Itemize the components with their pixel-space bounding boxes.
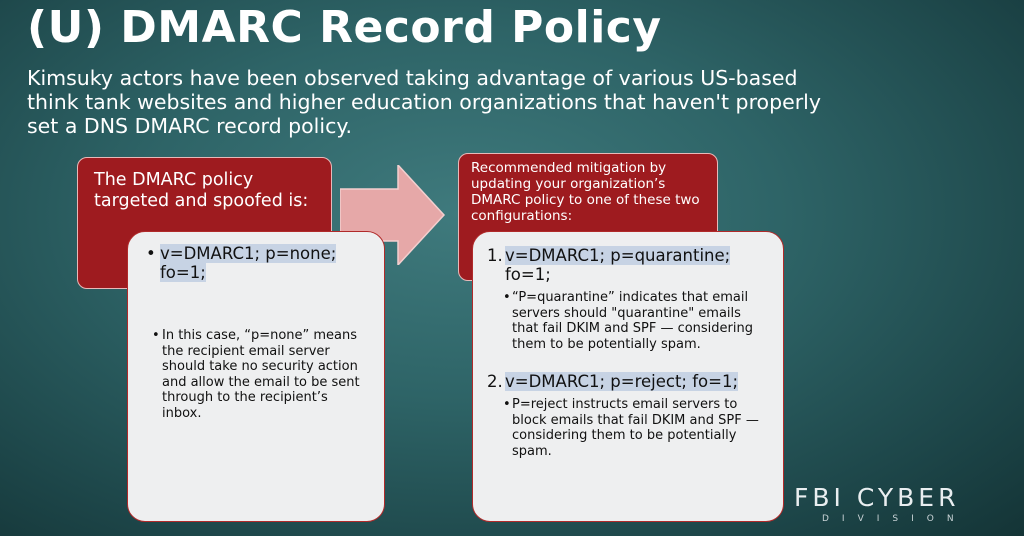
mitigation-heading: Recommended mitigation by updating your organization’s DMARC policy to one of these two configurations:	[471, 160, 700, 224]
bullet-dot-icon: •	[503, 290, 511, 305]
bullet-dot-icon: •	[503, 397, 511, 412]
list-item	[152, 328, 370, 421]
bullet-dot-icon: •	[152, 328, 160, 343]
list-item	[487, 246, 771, 284]
record-text: v=DMARC1; p=reject; fo=1;	[505, 372, 739, 391]
dmarc-record-quarantine	[505, 246, 730, 284]
intro-line: set a DNS DMARC record policy.	[27, 114, 353, 138]
dmarc-record-reject	[505, 372, 738, 391]
intro-line: Kimsuky actors have been observed taking advantage of various US-based	[27, 66, 798, 90]
slide-title: (U) DMARC Record Policy	[27, 2, 662, 53]
record-text: v=DMARC1; p=none;	[160, 244, 337, 263]
record-text: v=DMARC1; p=quarantine;	[505, 246, 731, 265]
list-item	[146, 244, 370, 282]
list-item	[503, 397, 771, 459]
heading-line: targeted and spoofed is:	[94, 191, 309, 211]
item-number: 1.	[487, 246, 503, 265]
mitigation-detail-box	[472, 231, 784, 522]
targeted-policy-heading	[94, 170, 315, 212]
dmarc-record-none	[160, 244, 336, 282]
intro-paragraph	[27, 66, 927, 138]
reject-explanation: P=reject instructs email servers to block emails that fail DKIM and SPF — considering them to be potentially spam.	[512, 397, 759, 459]
targeted-policy-detail-box	[127, 231, 385, 522]
item-number: 2.	[487, 372, 503, 391]
list-item	[503, 290, 771, 352]
record-text: fo=1;	[505, 265, 551, 284]
intro-line: think tank websites and higher education organizations that haven't properly	[27, 90, 821, 114]
bullet-dot-icon: •	[146, 244, 156, 263]
record-text: fo=1;	[160, 263, 206, 282]
heading-line: The DMARC policy	[94, 170, 254, 190]
logo-line: FBI CYBER	[794, 483, 960, 512]
fbi-cyber-logo	[794, 484, 1004, 526]
quarantine-explanation: “P=quarantine” indicates that email servers should "quarantine" emails that fail DKIM and SPF — considering them to be potentially spam.	[512, 290, 753, 352]
none-explanation: In this case, “p=none” means the recipient email server should take no security action and allow the email to be sent through to the recipient’s inbox.	[162, 328, 360, 421]
list-item	[487, 372, 771, 391]
logo-line: DIVISION	[822, 514, 967, 524]
